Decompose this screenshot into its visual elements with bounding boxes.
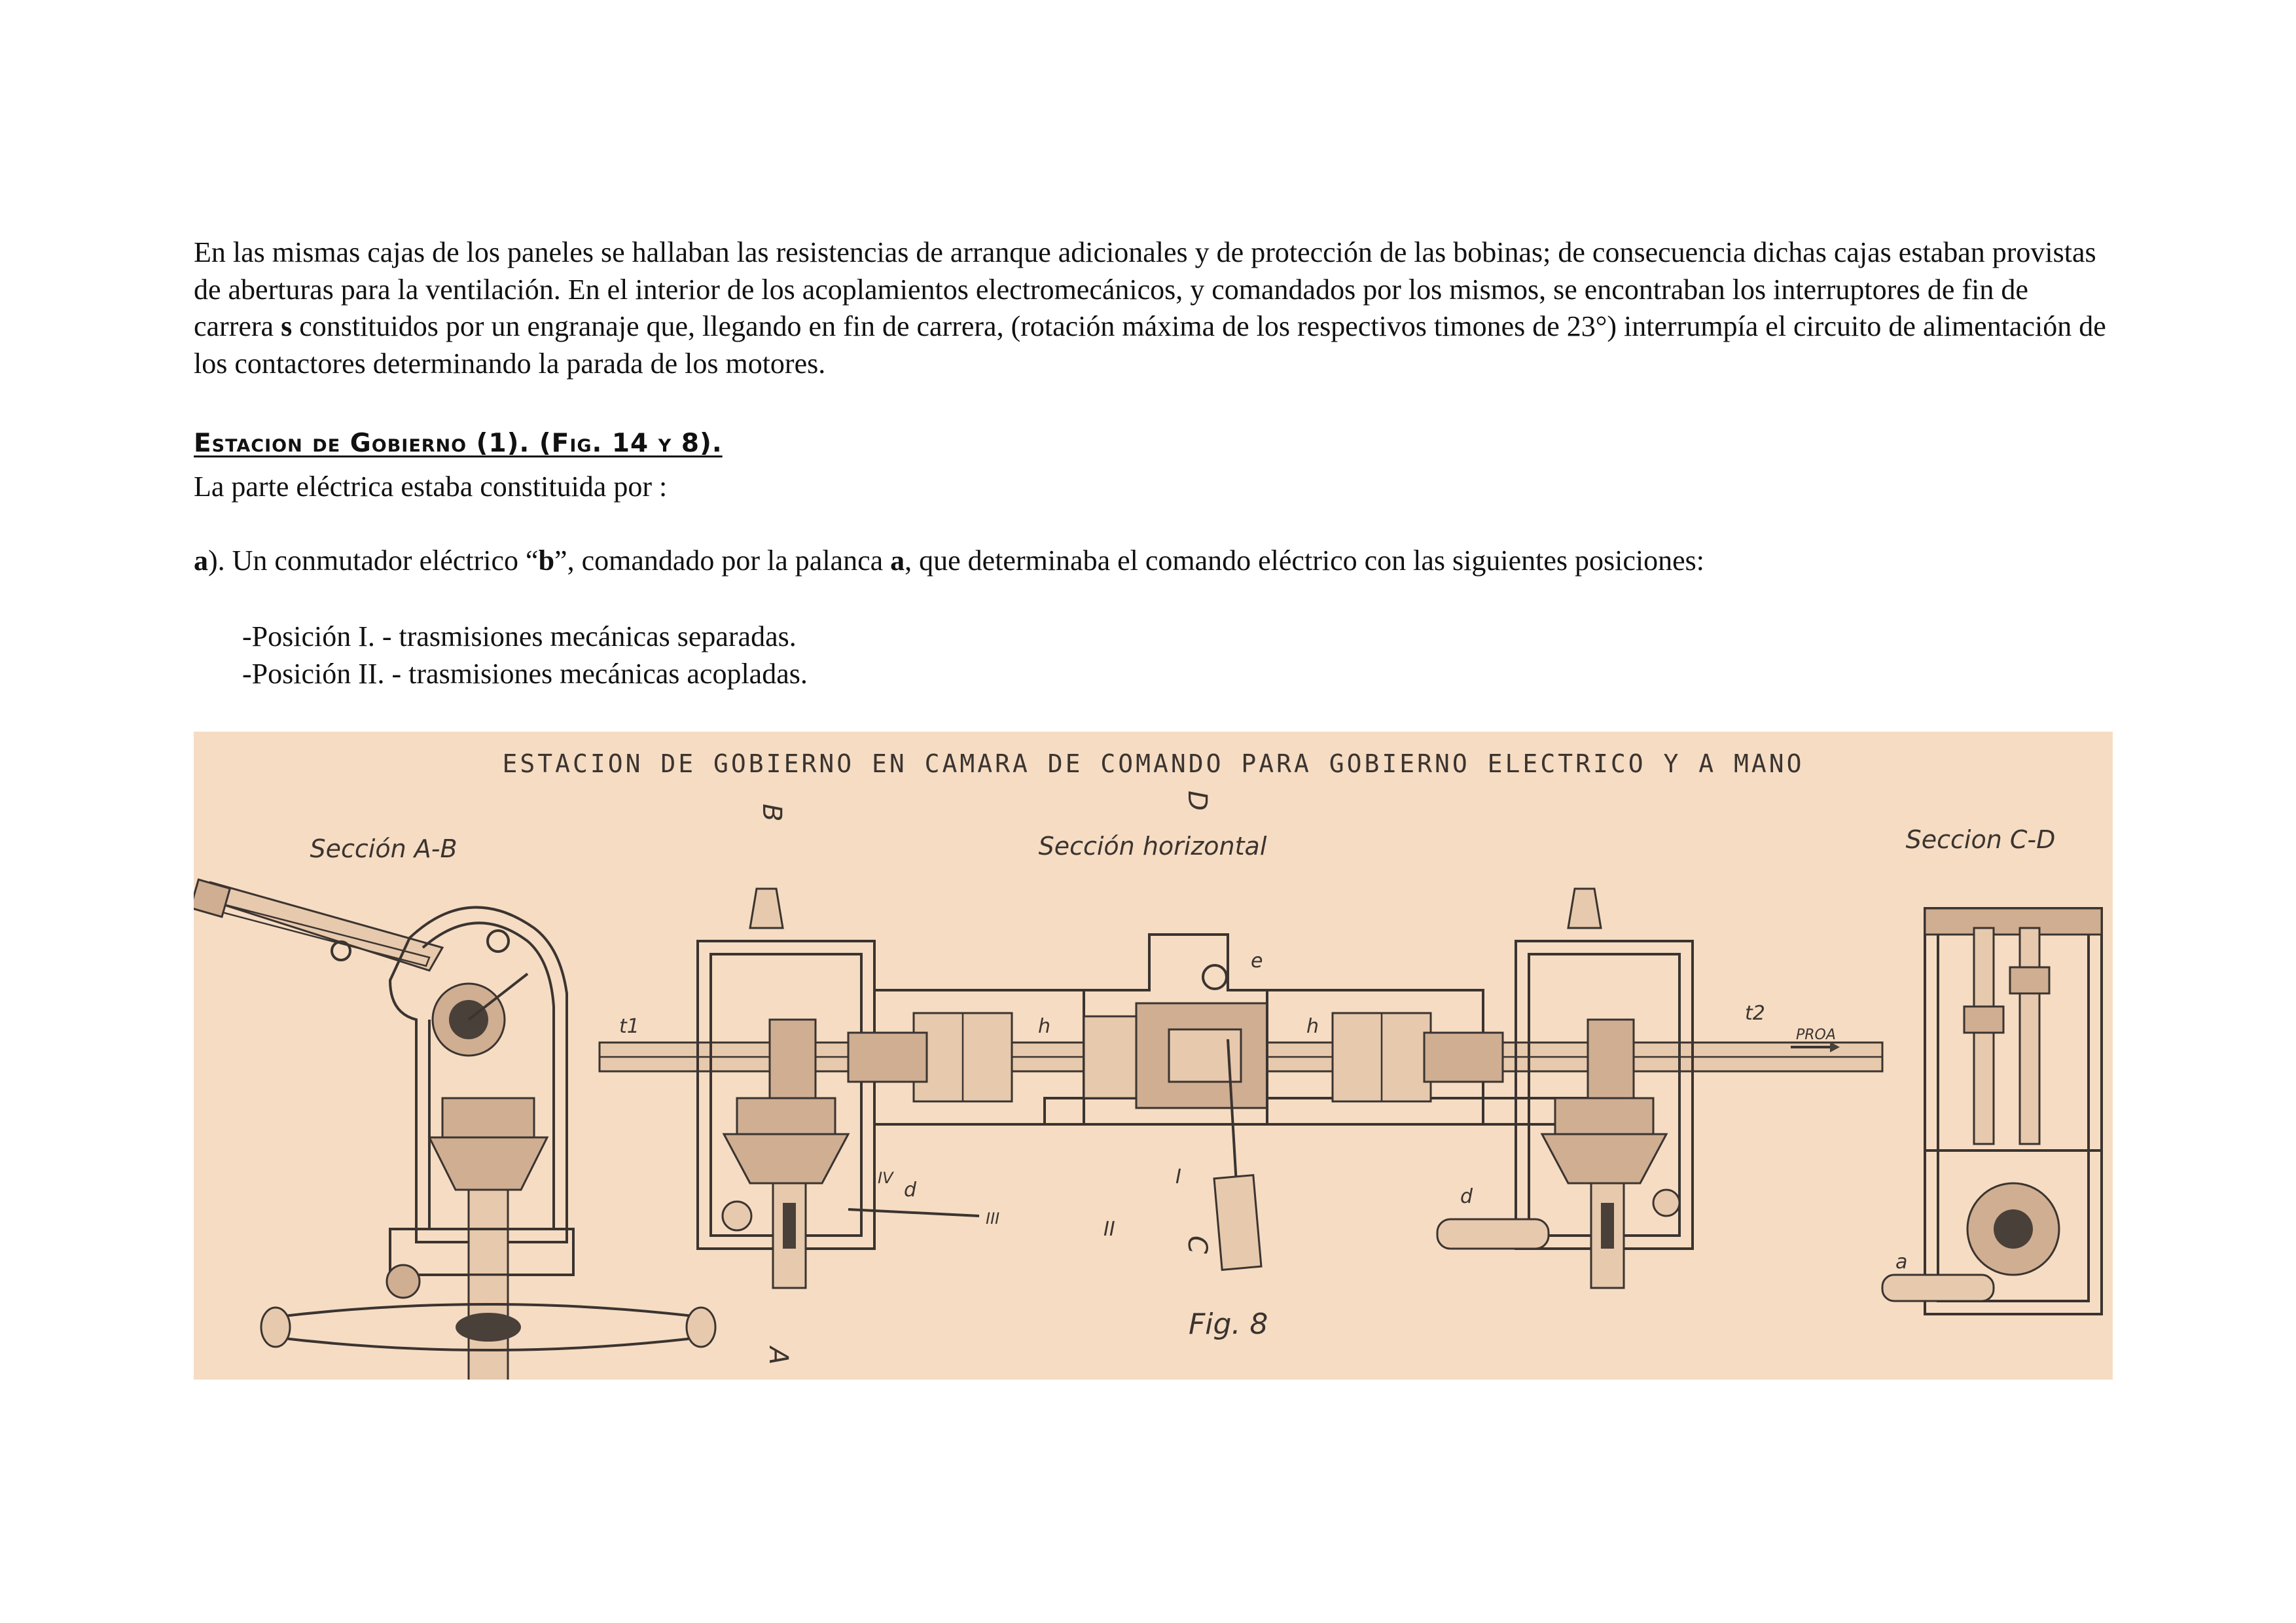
section-cd-label: Seccion C-D — [1905, 825, 2056, 854]
mark-a: a — [1895, 1251, 1908, 1274]
mark-I: I — [1175, 1166, 1181, 1188]
paragraph-text-2: constituidos por un engranaje que, llegando en fin de carrera, (rotación máxima de los respectivos timones de 23°) interrumpía el circuito de alimentación de los contactores determinando la parada de los motores. — [194, 310, 2106, 380]
paragraph-bold-s: s — [281, 310, 293, 342]
mark-A-left: A — [763, 1347, 793, 1365]
item-a-label: a — [194, 544, 208, 577]
section-ab-drawing — [194, 880, 715, 1380]
figure-title: ESTACION DE GOBIERNO EN CAMARA DE COMANDO PARA GOBIERNO ELECTRICO Y A MANO — [502, 749, 1804, 778]
mark-h-right: h — [1306, 1015, 1319, 1038]
intro-line: La parte eléctrica estaba constituida por : — [194, 471, 668, 503]
item-a-bold-a: a — [890, 544, 905, 577]
figure-caption: Fig. 8 — [1189, 1308, 1268, 1341]
item-a-bold-b: b — [538, 544, 555, 577]
mark-D: D — [1182, 791, 1212, 811]
section-heading: Estacion de Gobierno (1). (Fig. 14 y 8). — [194, 429, 723, 458]
proa-label: PROA — [1796, 1027, 1836, 1043]
section-ab-label: Sección A-B — [310, 834, 457, 863]
mark-III: III — [986, 1209, 1000, 1228]
section-horizontal-drawing — [600, 791, 1882, 1364]
mark-B-left: B — [757, 804, 787, 822]
mark-d-left: d — [904, 1179, 917, 1202]
position-1: -Posición I. - trasmisiones mecánicas separadas. — [242, 620, 797, 652]
mark-IV: IV — [878, 1169, 893, 1187]
item-a-text-3: , que determinaba el comando eléctrico con las siguientes posiciones: — [905, 544, 1704, 577]
item-a-text-2: ”, comandado por la palanca — [554, 544, 891, 577]
technical-drawing-figure — [194, 732, 2113, 1380]
mark-d-right: d — [1460, 1185, 1473, 1208]
section-cd-drawing — [1882, 908, 2102, 1314]
item-a-text-1: ). Un conmutador eléctrico “ — [208, 544, 539, 577]
item-a — [194, 544, 1704, 577]
mark-h-left: h — [1038, 1015, 1051, 1038]
section-horizontal-label: Sección horizontal — [1038, 832, 1267, 861]
technical-drawing — [194, 732, 2113, 1380]
mark-e: e — [1251, 950, 1263, 972]
paragraph-text-1: En las mismas cajas de los paneles se hallaban las resistencias de arranque adicionales y de protección de las bobinas; de consecuencia dichas cajas estaban provistas de aberturas para la ventilación. En el interior de los acoplamientos electromecánicos, y comandados por los mismos, se encontraban los interruptores de fin de carrera — [194, 236, 2096, 342]
mark-t1: t1 — [619, 1015, 639, 1038]
body-paragraph — [194, 234, 2111, 382]
mark-II: II — [1103, 1218, 1115, 1241]
mark-C: C — [1182, 1236, 1212, 1254]
mark-t2: t2 — [1745, 1002, 1765, 1025]
position-2: -Posición II. - trasmisiones mecánicas acopladas. — [242, 658, 808, 690]
